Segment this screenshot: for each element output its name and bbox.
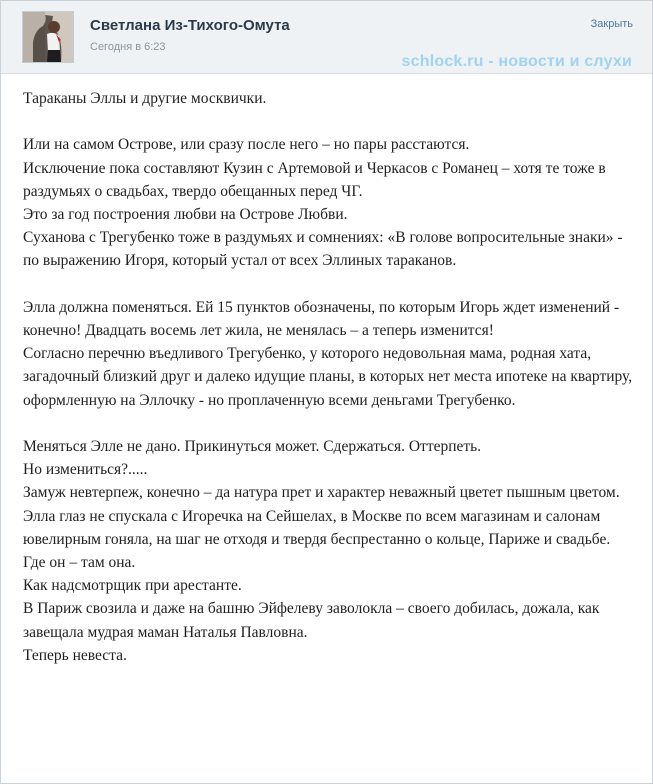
paragraph: Где он – там она. <box>23 554 136 572</box>
paragraph-gap <box>23 110 638 133</box>
paragraph-gap <box>23 412 638 435</box>
paragraph: Элла должна поменяться. Ей 15 пунктов обозначены, по которым Игорь ждет изменений - конечно! Двадцать восемь лет жила, не менялась – а теперь изменится! <box>23 298 620 339</box>
site-watermark: schlock.ru - новости и слухи <box>401 53 632 70</box>
post-header <box>1 1 652 74</box>
paragraph: Как надсмотрщик при арестанте. <box>23 577 242 595</box>
post-timestamp: Сегодня в 6:23 <box>90 41 166 53</box>
paragraph: Теперь невеста. <box>23 646 127 664</box>
avatar-image <box>23 12 73 62</box>
paragraph: Это за год построения любви на Острове Любви. <box>23 206 348 223</box>
paragraph: Меняться Элле не дано. Прикинуться может. Сдержаться. Оттерпеть. <box>23 438 482 455</box>
paragraph: Или на самом Острове, или сразу после него – но пары расстаются. <box>23 136 470 154</box>
paragraph: Но измениться?..... <box>23 461 148 479</box>
paragraph: Тараканы Эллы и другие москвички. <box>23 90 267 107</box>
paragraph: Элла глаз не спускала с Игоречка на Сейшелах, в Москве по всем магазинам и салонам ювелирным гоняла, на шаг не отходя и твердя беспрестанно о кольце, Париже и свадьбе. <box>23 507 611 548</box>
paragraph: В Париж свозила и даже на башню Эйфелеву заволокла – своего добилась, дожала, как завещала мудрая маман Наталья Павловна. <box>23 600 600 641</box>
paragraph: Согласно перечню въедливого Трегубенко, у которого недовольная мама, родная хата, загадочный близкий друг и далеко идущие планы, в которых нет места ипотеке на квартиру, оформленную на Эллочку - но проплаченную всеми деньгами Трегубенко. <box>23 345 633 409</box>
close-link[interactable]: Закрыть <box>590 18 633 30</box>
author-name[interactable]: Светлана Из-Тихого-Омута <box>90 17 290 34</box>
paragraph: Суханова с Трегубенко тоже в раздумьях и сомнениях: «В голове вопросительные знаки» - по выражению Игоря, который устал от всех Эллиных тараканов. <box>23 229 623 270</box>
avatar[interactable] <box>22 11 74 63</box>
paragraph: Замуж невтерпеж, конечно – да натура прет и характер неважный цветет пышным цветом. <box>23 484 620 502</box>
paragraph: Исключение пока составляют Кузин с Артемовой и Черкасов с Романец – хотя те тоже в раздумьях о свадьбах, твердо обещанных перед ЧГ. <box>23 159 606 200</box>
post-body <box>23 87 638 667</box>
paragraph-gap <box>23 273 638 296</box>
